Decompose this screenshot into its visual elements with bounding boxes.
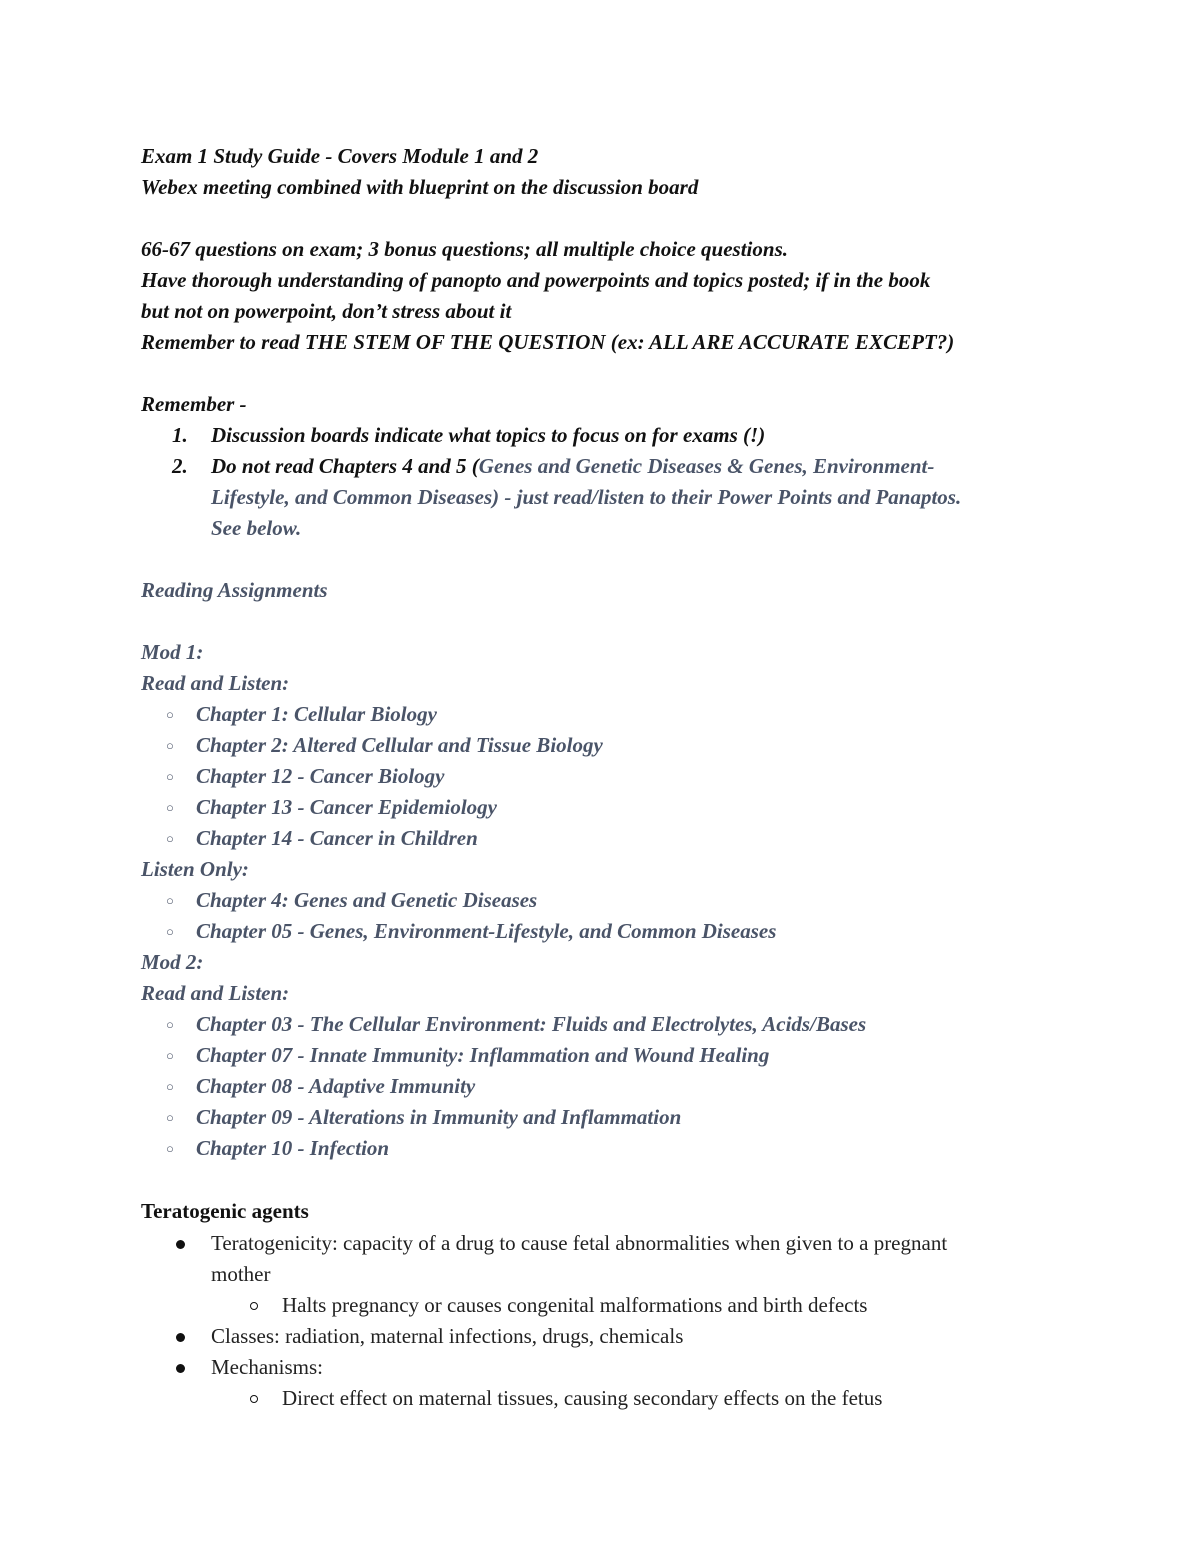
bullet-icon <box>176 1240 185 1249</box>
remember-item-2-part-c: Lifestyle, and Common Diseases) <box>211 485 500 509</box>
exam-info-line-1: 66-67 questions on exam; 3 bonus questions; all multiple choice questions. <box>141 237 788 261</box>
doc-subtitle: Webex meeting combined with blueprint on the discussion board <box>141 175 699 199</box>
remember-item-2-cont <box>211 482 961 513</box>
hollow-bullet-icon: ○ <box>166 707 174 722</box>
hollow-bullet-icon: ○ <box>166 738 174 753</box>
remember-item-1: Discussion boards indicate what topics to focus on for exams (!) <box>211 423 766 447</box>
teratogenic-bullet-2: Classes: radiation, maternal infections, drugs, chemicals <box>211 1324 684 1348</box>
mod2-label: Mod 2: <box>141 950 204 974</box>
mod2-read-item: Chapter 03 - The Cellular Environment: Fluids and Electrolytes, Acids/Bases <box>196 1012 867 1036</box>
exam-info-line-3: but not on powerpoint, don’t stress about it <box>141 299 512 323</box>
teratogenic-sub-bullet-2: Direct effect on maternal tissues, causing secondary effects on the fetus <box>282 1386 883 1410</box>
doc-title: Exam 1 Study Guide - Covers Module 1 and 2 <box>141 144 539 168</box>
list-number: 1. <box>172 423 188 447</box>
mod1-listen-item: Chapter 05 - Genes, Environment-Lifestyle, and Common Diseases <box>196 919 777 943</box>
teratogenic-bullet-1-cont: mother <box>211 1262 271 1286</box>
teratogenic-heading: Teratogenic agents <box>141 1199 309 1223</box>
bullet-icon <box>176 1333 185 1342</box>
remember-label: Remember - <box>141 392 247 416</box>
mod2-read-item: Chapter 07 - Innate Immunity: Inflammation and Wound Healing <box>196 1043 770 1067</box>
remember-item-2-part-a: Do not read Chapters 4 and 5 ( <box>211 454 479 478</box>
exam-info-line-4: Remember to read THE STEM OF THE QUESTION (ex: ALL ARE ACCURATE EXCEPT?) <box>141 330 955 354</box>
mod1-read-item: Chapter 14 - Cancer in Children <box>196 826 478 850</box>
remember-item-2-part-d: - just read/listen to their Power Points and Panaptos. <box>499 485 962 509</box>
hollow-bullet-icon: ○ <box>166 1141 174 1156</box>
mod1-listen-item: Chapter 4: Genes and Genetic Diseases <box>196 888 538 912</box>
bullet-icon <box>176 1364 185 1373</box>
mod2-read-item: Chapter 09 - Alterations in Immunity and Inflammation <box>196 1105 682 1129</box>
hollow-bullet-icon: ○ <box>166 831 174 846</box>
teratogenic-sub-bullet-1: Halts pregnancy or causes congenital malformations and birth defects <box>282 1293 868 1317</box>
mod2-read-label: Read and Listen: <box>141 981 290 1005</box>
remember-item-2-part-e: See below. <box>211 516 302 540</box>
mod1-listen-label: Listen Only: <box>141 857 249 881</box>
mod2-read-item: Chapter 08 - Adaptive Immunity <box>196 1074 476 1098</box>
hollow-bullet-icon: ○ <box>166 800 174 815</box>
hollow-bullet-icon: ○ <box>166 1017 174 1032</box>
hollow-bullet-icon: ○ <box>166 1048 174 1063</box>
hollow-bullet-icon: ○ <box>166 1079 174 1094</box>
reading-assignments-title: Reading Assignments <box>141 578 328 602</box>
teratogenic-bullet-3: Mechanisms: <box>211 1355 323 1379</box>
hollow-bullet-icon: ○ <box>166 1110 174 1125</box>
teratogenic-bullet-1: Teratogenicity: capacity of a drug to cause fetal abnormalities when given to a pregnant <box>211 1231 948 1255</box>
remember-item-2-part-b: Genes and Genetic Diseases & Genes, Environment- <box>478 454 935 478</box>
hollow-bullet-icon: ○ <box>166 924 174 939</box>
mod1-read-item: Chapter 2: Altered Cellular and Tissue Biology <box>196 733 603 757</box>
mod1-read-item: Chapter 1: Cellular Biology <box>196 702 437 726</box>
remember-item-2 <box>211 451 934 482</box>
mod2-read-item: Chapter 10 - Infection <box>196 1136 390 1160</box>
sub-bullet-icon <box>250 1302 258 1310</box>
sub-bullet-icon <box>250 1395 258 1403</box>
hollow-bullet-icon: ○ <box>166 769 174 784</box>
exam-info-line-2: Have thorough understanding of panopto and powerpoints and topics posted; if in the book <box>141 268 931 292</box>
hollow-bullet-icon: ○ <box>166 893 174 908</box>
list-number: 2. <box>172 454 188 478</box>
mod1-read-label: Read and Listen: <box>141 671 290 695</box>
mod1-read-item: Chapter 12 - Cancer Biology <box>196 764 445 788</box>
mod1-label: Mod 1: <box>141 640 204 664</box>
mod1-read-item: Chapter 13 - Cancer Epidemiology <box>196 795 497 819</box>
